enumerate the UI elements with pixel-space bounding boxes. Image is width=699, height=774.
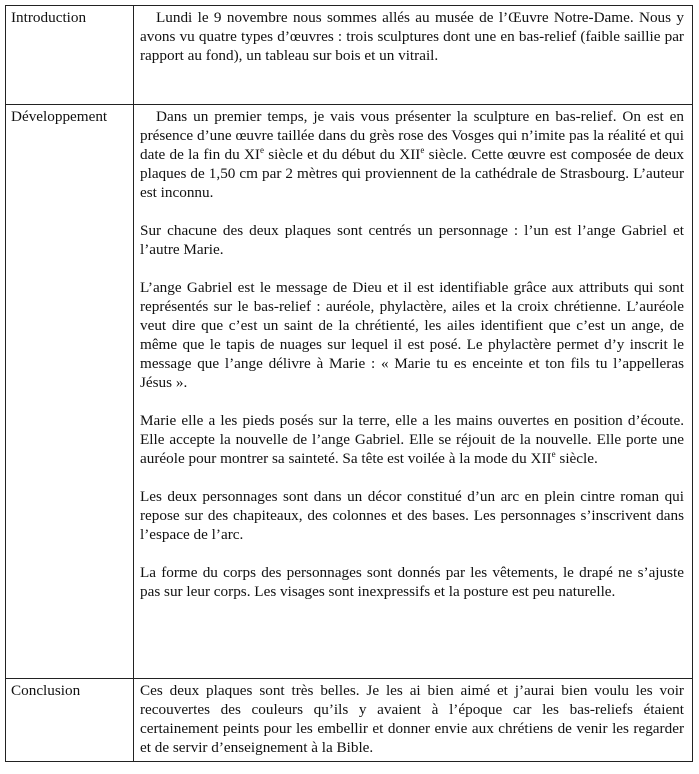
text-run: La forme du corps des personnages sont donnés par les vêtements, le drapé ne s’ajuste pas sur leur corps. Les visages sont inexpressifs et la posture est peu naturelle. bbox=[140, 564, 684, 600]
document-page bbox=[5, 5, 693, 762]
superscript: e bbox=[551, 449, 556, 459]
section-content-conclusion bbox=[134, 679, 693, 762]
paragraph bbox=[140, 563, 684, 601]
section-label-conclusion: Conclusion bbox=[6, 679, 134, 762]
text-run: Sur chacune des deux plaques sont centrés un personnage : l’un est l’ange Gabriel et l’autre Marie. bbox=[140, 222, 684, 258]
section-label-developpement: Développement bbox=[6, 105, 134, 679]
paragraph bbox=[140, 8, 684, 65]
paragraph bbox=[140, 487, 684, 544]
text-run: Marie elle a les pieds posés sur la terre, elle a les mains ouvertes en position d’écoute. Elle accepte la nouvelle de l’ange Gabriel. Elle se réjouit de la nouvelle. Elle porte une auréole pour montrer sa sainteté. Sa tête est voilée à la mode du XII bbox=[140, 412, 684, 467]
text-run: siècle et du début du XII bbox=[264, 146, 421, 163]
text-run: Les deux personnages sont dans un décor constitué d’un arc en plein cintre roman qui repose sur des chapiteaux, des colonnes et des bases. Les personnages s’inscrivent dans l’espace de l’arc. bbox=[140, 488, 684, 543]
superscript: e bbox=[260, 145, 264, 155]
superscript: e bbox=[420, 145, 425, 155]
text-run: L’ange Gabriel est le message de Dieu et il est identifiable grâce aux attributs qui sont représentés sur le bas-relief : auréole, phylactère, ailes et la croix chrétienne. L’auréole veut dire que c’est un saint de la chrétienté, les ailes identifient que c’est un ange, de même que le tapis de nuages sur lequel il est posé. Le phylactère permet d’y inscrit le message que l’ange délivre à Marie : « Marie tu es enceinte et ton fils tu l’appelleras Jésus ». bbox=[140, 279, 684, 391]
section-label-introduction: Introduction bbox=[6, 6, 134, 105]
essay-structure-table bbox=[5, 5, 693, 762]
section-content-introduction bbox=[134, 6, 693, 105]
table-row-developpement bbox=[6, 105, 693, 679]
paragraph bbox=[140, 278, 684, 392]
text-run: Ces deux plaques sont très belles. Je les ai bien aimé et j’aurai bien voulu les voir recouvertes des couleurs qu’ils y avaient à l’époque car les bas-reliefs étaient certainement peints pour les embellir et donner envie aux chrétiens de venir les regarder et de servir d’enseignement à la Bible. bbox=[140, 682, 684, 756]
table-row-conclusion bbox=[6, 679, 693, 762]
text-run: Lundi le 9 novembre nous sommes allés au musée de l’Œuvre Notre-Dame. Nous y avons vu quatre types d’œuvres : trois sculptures dont une en bas-relief (faible saillie par rapport au fond), un tableau sur bois et un vitrail. bbox=[140, 9, 684, 64]
paragraph bbox=[140, 221, 684, 259]
text-run: Dans un premier temps, je vais vous présenter la sculpture en bas-relief. On est en présence d’une œuvre taillée dans du grès rose des Vosges qui n’imite pas la réalité et qui date de la fin du XI bbox=[140, 108, 684, 163]
text-run: siècle. bbox=[555, 450, 598, 467]
paragraph bbox=[140, 107, 684, 202]
paragraph bbox=[140, 681, 684, 757]
table-row-introduction bbox=[6, 6, 693, 105]
section-content-developpement bbox=[134, 105, 693, 679]
paragraph bbox=[140, 411, 684, 468]
text-run: siècle. Cette œuvre est composée de deux plaques de 1,50 cm par 2 mètres qui proviennent de la cathédrale de Strasbourg. L’auteur est inconnu. bbox=[140, 146, 684, 201]
